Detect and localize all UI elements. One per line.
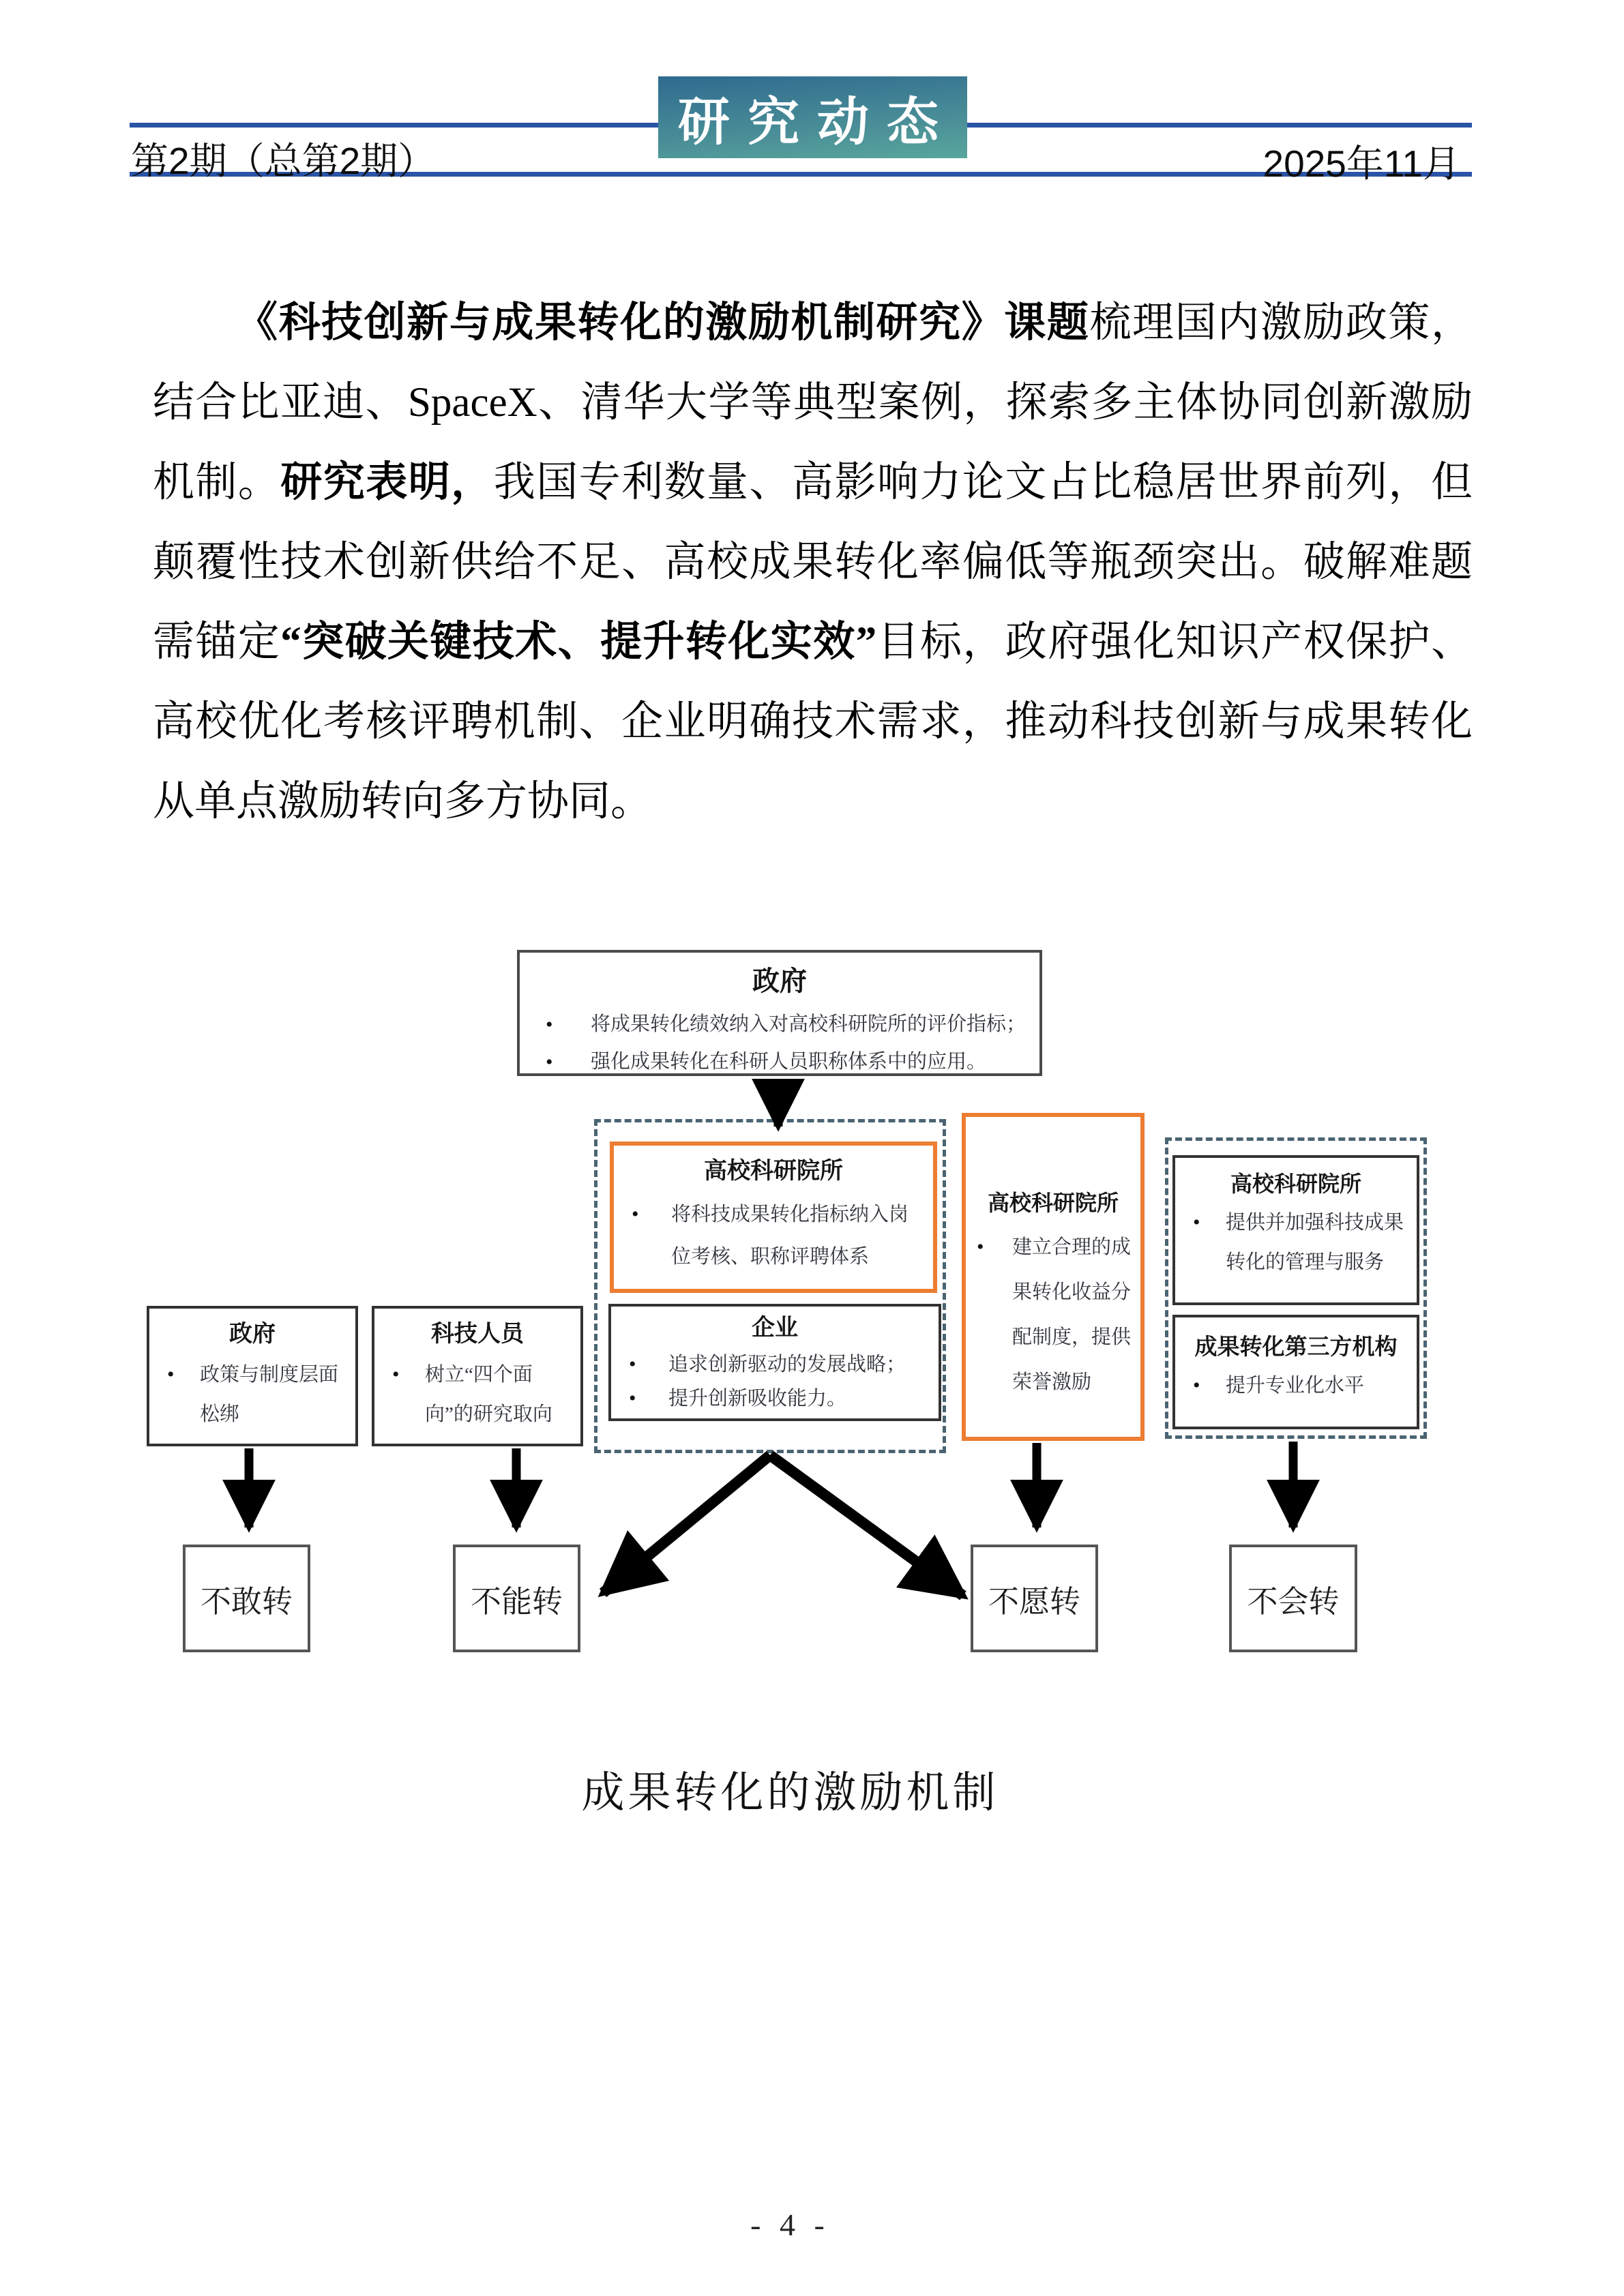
box-bullet: • 建立合理的成果转化收益分配制度，提供荣誉激励 bbox=[974, 1225, 1132, 1405]
box-outcome-dare-not bbox=[183, 1545, 310, 1652]
page-number: - 4 - bbox=[750, 2207, 830, 2242]
arrow-group-to-unwilling bbox=[770, 1455, 963, 1596]
arrow-group-to-cannot bbox=[603, 1455, 770, 1593]
figure-caption: 成果转化的激励机制 bbox=[581, 1769, 999, 1817]
issue-label: 第2期（总第2期） bbox=[131, 140, 436, 182]
box-title: 科技人员 bbox=[431, 1322, 524, 1347]
box-bullet: • 将科技成果转化指标纳入岗位考核、职称评聘体系 bbox=[622, 1193, 925, 1278]
box-government-left bbox=[147, 1306, 358, 1446]
outcome-label: 不敢转 bbox=[200, 1584, 293, 1619]
box-title: 高校科研院所 bbox=[987, 1191, 1119, 1215]
box-researchers bbox=[372, 1306, 583, 1446]
article-paragraph bbox=[153, 283, 1473, 841]
box-bullet: • 树立“四个面向”的研究取向 bbox=[383, 1355, 572, 1434]
box-outcome-cannot bbox=[453, 1545, 580, 1652]
date-label: 2025年11月 bbox=[1263, 143, 1460, 185]
article-segment: 目标，政府强化知识产权保护、高校优化考核评聘机制、企业明确技术需求，推动科技创新与成果转化从单点激励转向多方协同。 bbox=[153, 619, 1473, 824]
box-university-service bbox=[1172, 1155, 1419, 1305]
box-outcome-unwilling bbox=[971, 1545, 1098, 1652]
article-segment-bold: 研究表明， bbox=[280, 460, 494, 505]
outcome-label: 不会转 bbox=[1247, 1584, 1340, 1619]
article-segment: 梳理国内激励政策，结合比亚迪、SpaceX、清华大学等典型案例，探索多主体协同创新激励机制。 bbox=[153, 300, 1473, 505]
box-third-party bbox=[1172, 1315, 1419, 1429]
box-outcome-unable bbox=[1229, 1545, 1357, 1652]
box-bullet: • 提供并加强科技成果转化的管理与服务 bbox=[1183, 1203, 1408, 1282]
article-segment-bold: “突破关键技术、提升转化实效” bbox=[280, 619, 877, 665]
article-segment: 我国专利数量、高影响力论文占比稳居世界前列，但颠覆性技术创新供给不足、高校成果转化率偏低等瓶颈突出。破解难题需锚定 bbox=[153, 460, 1473, 665]
box-title: 政府 bbox=[229, 1322, 276, 1347]
box-bullet: • 提升专业化水平 bbox=[1183, 1368, 1408, 1403]
box-bullet: • 政策与制度层面松绑 bbox=[158, 1355, 347, 1434]
box-title: 高校科研院所 bbox=[1230, 1172, 1361, 1196]
outcome-label: 不愿转 bbox=[988, 1584, 1080, 1619]
article-segment-bold: 《科技创新与成果转化的激励机制研究》课题 bbox=[236, 300, 1090, 346]
box-bullet: • 将成果转化绩效纳入对高校科研院所的评价指标； bbox=[528, 1006, 1031, 1043]
box-university-income bbox=[962, 1113, 1145, 1441]
box-title: 成果转化第三方机构 bbox=[1194, 1335, 1398, 1360]
masthead-banner bbox=[658, 76, 967, 158]
box-enterprise bbox=[608, 1304, 941, 1421]
outcome-label: 不能转 bbox=[470, 1584, 563, 1619]
box-university-assessment bbox=[610, 1142, 937, 1293]
box-bullet: • 追求创新驱动的发展战略； bbox=[619, 1347, 930, 1382]
box-title: 高校科研院所 bbox=[704, 1159, 843, 1184]
masthead-title: 研究动态 bbox=[678, 93, 956, 151]
box-title: 政府 bbox=[752, 966, 807, 996]
box-bullet: • 提升创新吸收能力。 bbox=[619, 1382, 930, 1416]
box-title: 企业 bbox=[752, 1315, 798, 1341]
box-bullet: • 强化成果转化在科研人员职称体系中的应用。 bbox=[528, 1043, 1031, 1081]
box-government-top bbox=[517, 950, 1042, 1076]
